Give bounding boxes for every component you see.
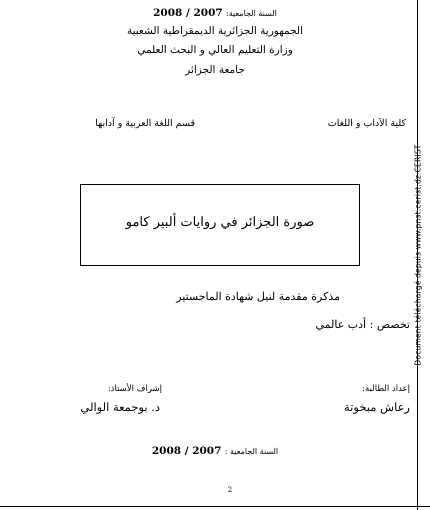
header-academic-year-value: 2008 / 2007 [153,7,223,19]
university-name: جامعة الجزائر [185,64,245,76]
supervised-by-label: إشراف الأستاذ: [107,384,162,394]
prepared-by-label: إعداد الطالبة: [362,384,410,394]
watermark-text: Document téléchargé depuis www.pnst.cerist.dz CERIST [413,144,423,366]
page-edge-bottom [0,506,430,507]
header-academic-year [0,7,430,20]
page-number: 2 [227,486,233,494]
title-box [80,184,360,266]
specialty: تخصص : أدب عالمي [315,318,410,331]
faculty-name: كلية الآداب و اللغات [327,118,406,129]
thesis-title: صورة الجزائر في روايات ألبير كامو [125,215,315,230]
ministry-name: وزارة التعليم العالي و البحث العلمي [137,44,293,56]
footer-academic-year-value: 2008 / 2007 [151,445,222,457]
header-academic-year-label: السنة الجامعية: [226,9,277,18]
student-name: رعاش مبخوتة [344,400,410,414]
department-name: قسم اللغة العربية و آدابها [95,118,195,129]
thesis-subtitle: مذكرة مقدمة لنيل شهادة الماجستير [176,290,340,303]
professor-name: د. بوجمعة الوالي [80,400,160,414]
footer-academic-year [0,445,430,458]
footer-academic-year-label: السنة الجامعية : [224,447,279,456]
republic-name: الجمهورية الجزائرية الديمقراطية الشعبية [126,25,304,37]
